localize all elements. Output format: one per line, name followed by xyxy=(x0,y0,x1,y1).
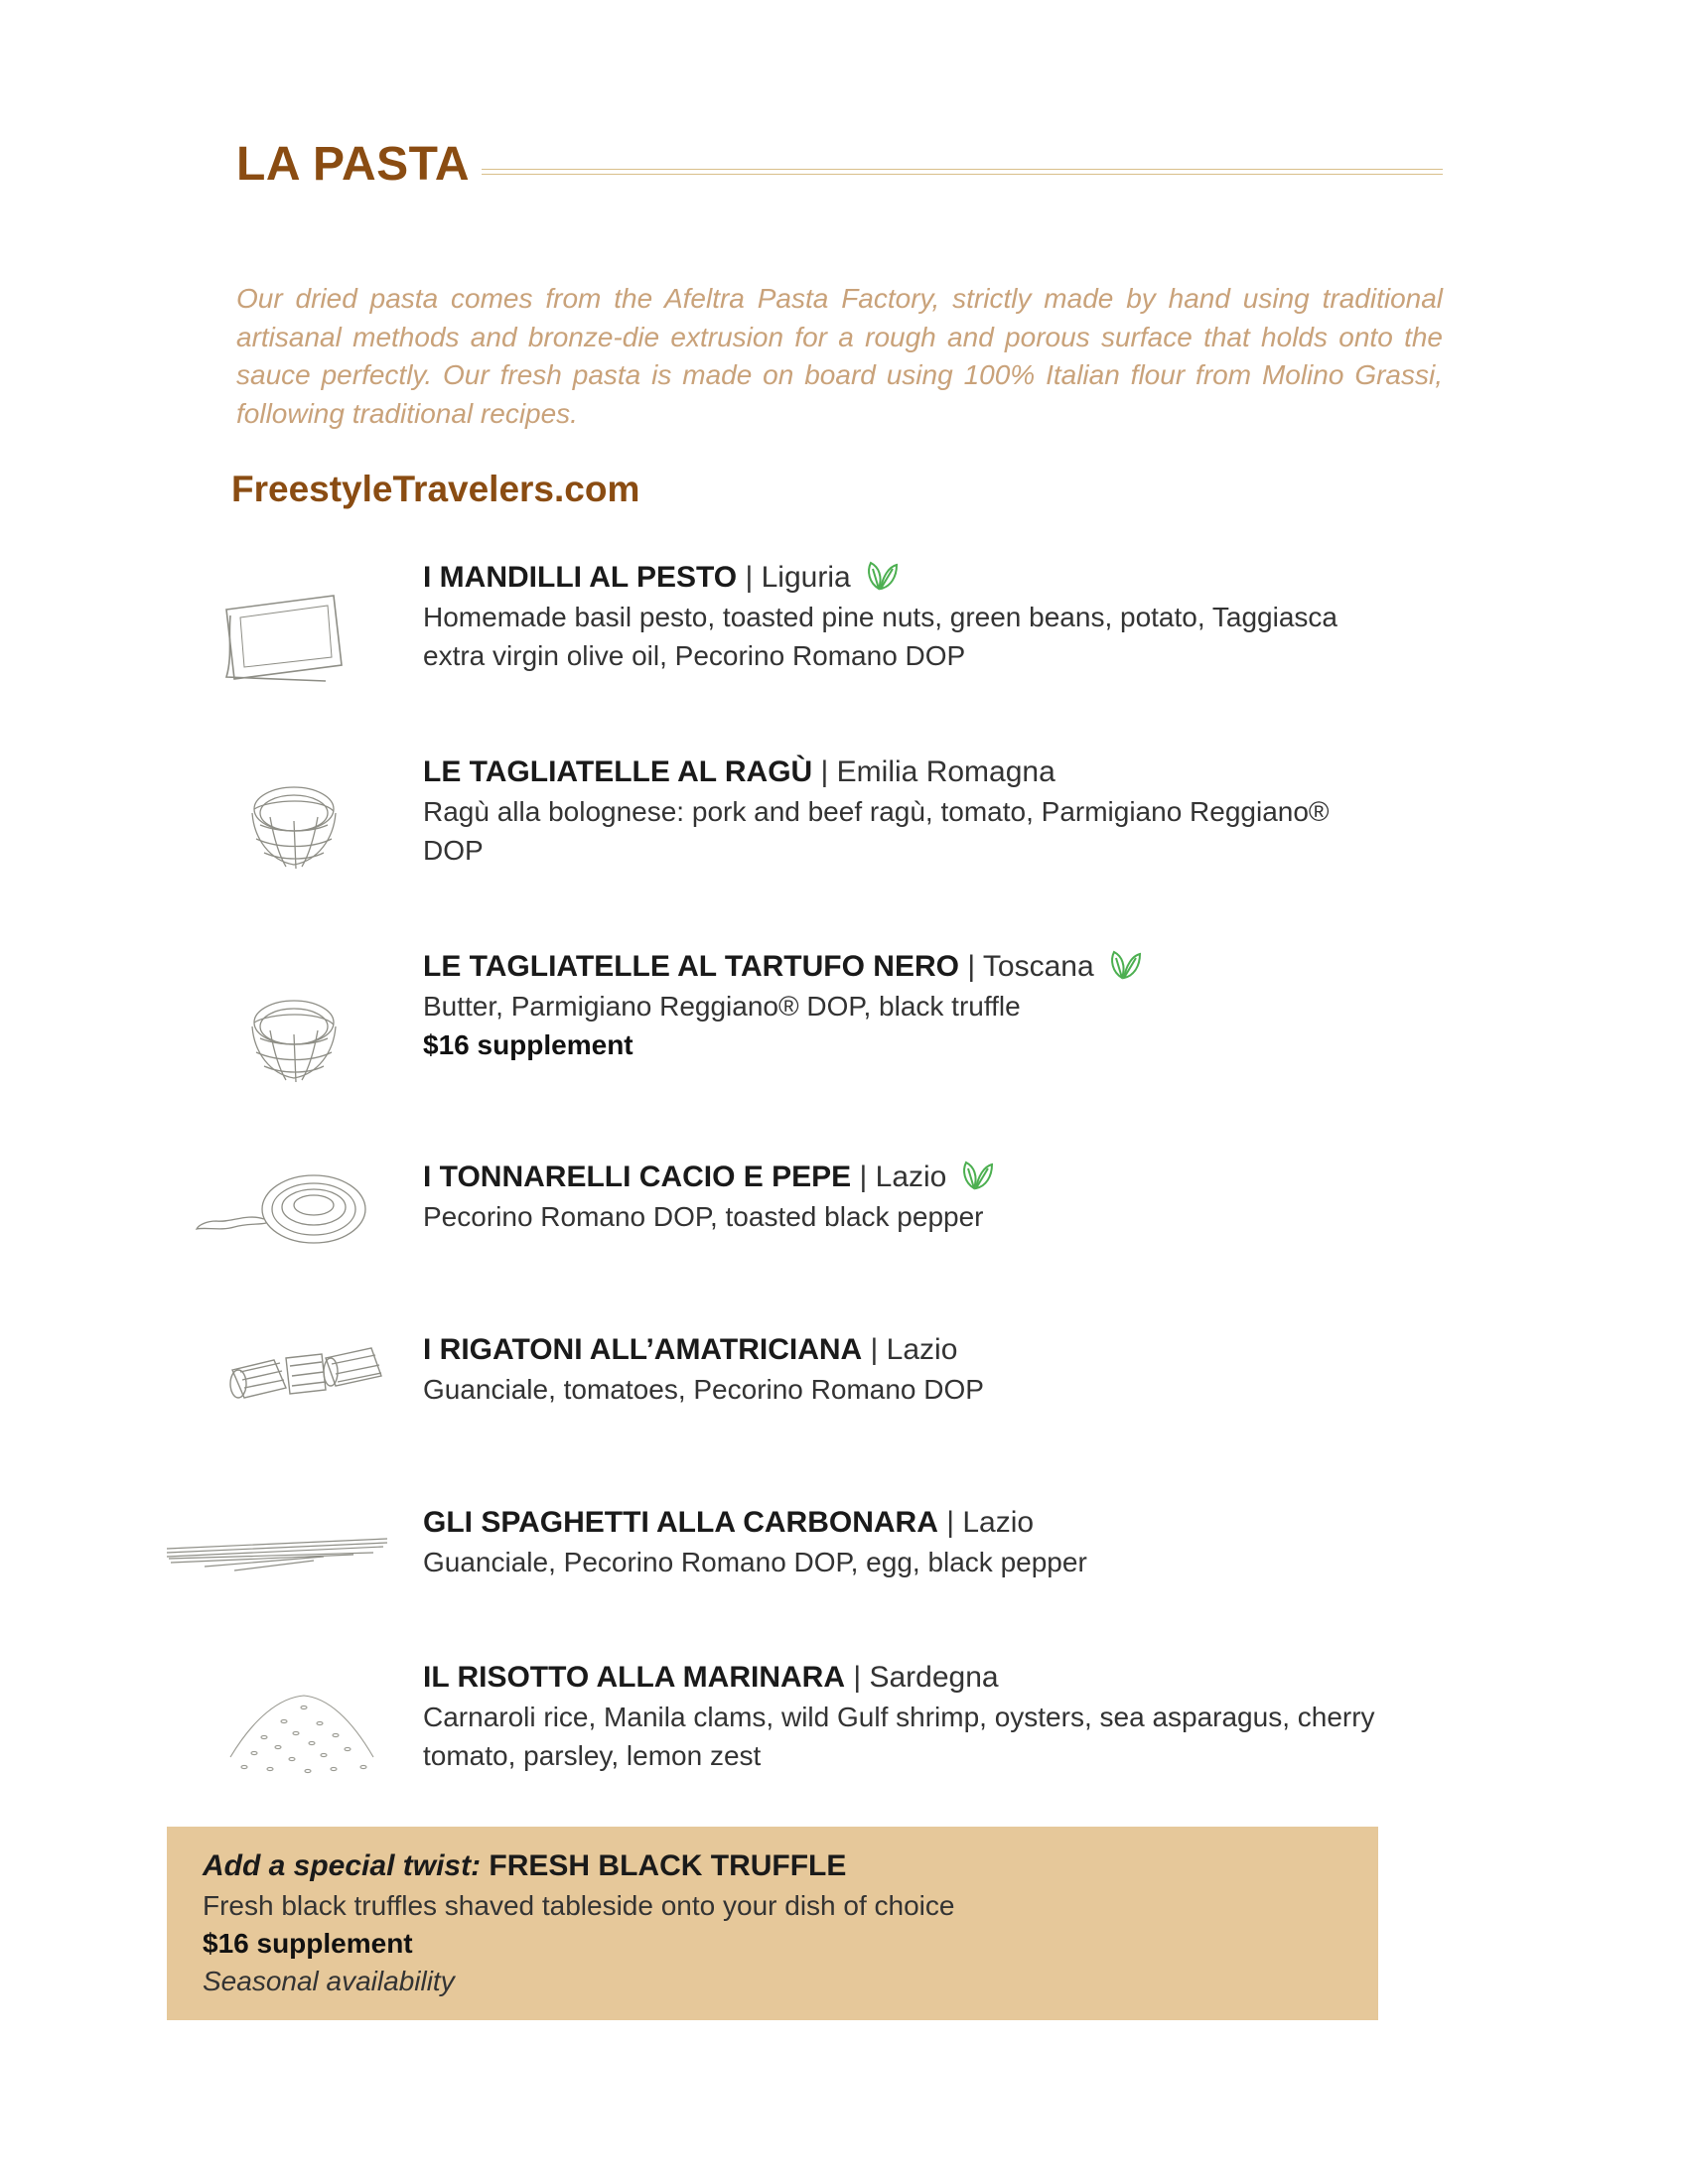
item-name: I TONNARELLI CACIO E PEPE xyxy=(423,1160,852,1193)
item-region: | Liguria xyxy=(745,561,851,594)
title-divider xyxy=(482,169,1443,175)
item-region: | Lazio xyxy=(870,1333,958,1366)
special-twist-box xyxy=(167,1827,1378,2020)
menu-item-tagliatelle-tartufo xyxy=(423,947,1396,1064)
menu-item-mandilli xyxy=(423,558,1396,675)
item-name: I RIGATONI ALL’AMATRICIANA xyxy=(423,1333,863,1366)
special-heading xyxy=(203,1846,1354,1886)
item-region: | Toscana xyxy=(967,950,1094,983)
item-title xyxy=(423,947,1396,987)
tagliatelle-nest-icon-2 xyxy=(230,983,357,1092)
website-link[interactable]: FreestyleTravelers.com xyxy=(231,469,640,509)
special-supplement: $16 supplement xyxy=(203,1928,413,1959)
item-name: LE TAGLIATELLE AL TARTUFO NERO xyxy=(423,950,959,983)
item-region: | Emilia Romagna xyxy=(820,755,1055,788)
item-name: I MANDILLI AL PESTO xyxy=(423,561,738,594)
item-name: GLI SPAGHETTI ALLA CARBONARA xyxy=(423,1506,938,1539)
item-description: Ragù alla bolognese: pork and beef ragù, tomato, Parmigiano Reggiano® DOP xyxy=(423,796,1330,866)
menu-item-rigatoni xyxy=(423,1330,1396,1409)
tagliatelle-nest-icon xyxy=(230,769,357,879)
vegetarian-leaf-icon xyxy=(1108,948,1142,982)
rice-pile-icon xyxy=(224,1678,379,1777)
item-title xyxy=(423,1503,1396,1543)
item-description: Carnaroli rice, Manila clams, wild Gulf shrimp, oysters, sea asparagus, cherry tomato, parsley, lemon zest xyxy=(423,1702,1375,1771)
item-title xyxy=(423,1330,1396,1370)
vegetarian-leaf-icon xyxy=(865,559,899,593)
section-title: LA PASTA xyxy=(236,138,471,191)
tonnarelli-coil-icon xyxy=(195,1163,377,1253)
menu-item-tagliatelle-ragu xyxy=(423,752,1396,870)
item-region: | Sardegna xyxy=(853,1661,999,1694)
special-description: Fresh black truffles shaved tableside onto your dish of choice xyxy=(203,1890,955,1921)
item-region: | Lazio xyxy=(859,1160,947,1193)
item-description: Pecorino Romano DOP, toasted black pepper xyxy=(423,1201,984,1232)
item-title xyxy=(423,1158,1396,1197)
item-name: LE TAGLIATELLE AL RAGÙ xyxy=(423,755,813,788)
item-region: | Lazio xyxy=(946,1506,1035,1539)
item-description: Homemade basil pesto, toasted pine nuts, green beans, potato, Taggiasca extra virgin olive oil, Pecorino Romano DOP xyxy=(423,602,1337,671)
menu-item-risotto xyxy=(423,1658,1396,1775)
item-description: Butter, Parmigiano Reggiano® DOP, black truffle xyxy=(423,991,1021,1022)
item-supplement: $16 supplement xyxy=(423,1029,633,1060)
item-description: Guanciale, Pecorino Romano DOP, egg, black pepper xyxy=(423,1547,1087,1577)
item-name: IL RISOTTO ALLA MARINARA xyxy=(423,1661,845,1694)
item-description: Guanciale, tomatoes, Pecorino Romano DOP xyxy=(423,1374,984,1405)
special-availability: Seasonal availability xyxy=(203,1966,455,1996)
mandilli-pasta-icon xyxy=(216,588,355,687)
intro-paragraph: Our dried pasta comes from the Afeltra Pasta Factory, strictly made by hand using traditional artisanal methods and bronze-die extrusion for a rough and porous surface that holds onto the sauce perfectly. Our fresh pasta is made on board using 100% Italian flour from Molino Grassi, following traditional recipes. xyxy=(236,283,1443,429)
item-title xyxy=(423,558,1396,598)
spaghetti-icon xyxy=(165,1535,389,1574)
menu-item-tonnarelli xyxy=(423,1158,1396,1236)
item-title xyxy=(423,752,1396,792)
menu-item-spaghetti xyxy=(423,1503,1396,1581)
special-name: FRESH BLACK TRUFFLE xyxy=(489,1849,847,1882)
special-lead: Add a special twist: xyxy=(203,1849,482,1882)
item-title xyxy=(423,1658,1396,1698)
rigatoni-icon xyxy=(222,1340,391,1410)
vegetarian-leaf-icon xyxy=(960,1159,994,1192)
